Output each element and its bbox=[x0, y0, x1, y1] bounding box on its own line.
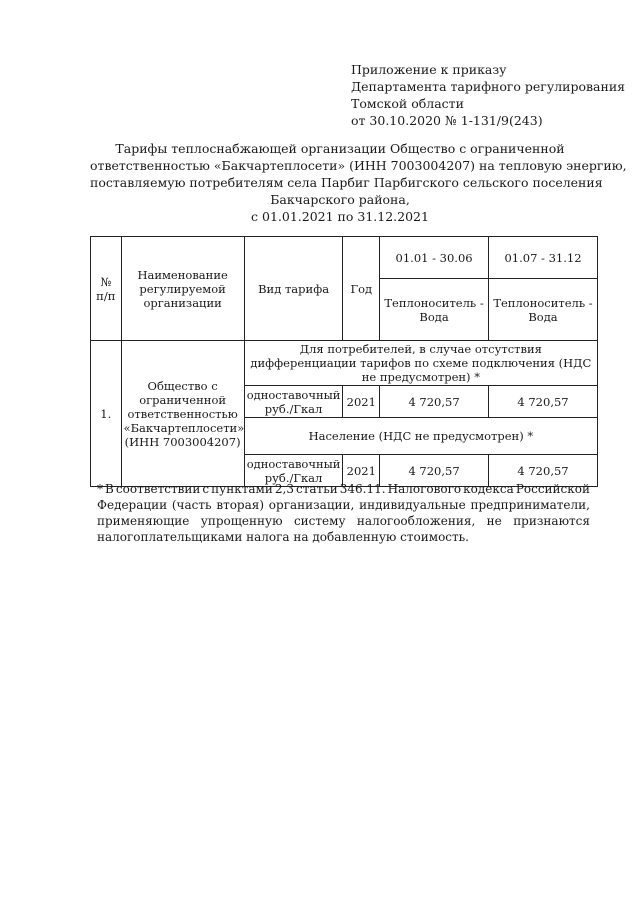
footnote-word: соответствии bbox=[115, 482, 201, 496]
footnote-word: предприниматели, bbox=[470, 498, 590, 512]
footnote-word: 346.11. bbox=[339, 482, 386, 496]
footnote-word: (часть bbox=[171, 498, 212, 512]
footnote-word: применяющие bbox=[97, 514, 190, 528]
footnote-word: упрощенную bbox=[200, 514, 283, 528]
footnote-word: кодекса bbox=[463, 482, 514, 496]
footnote-word: Федерации bbox=[97, 498, 168, 512]
footnote-line: налогоплательщиками налога на добавленную стоимость. bbox=[97, 530, 469, 544]
footnote-word: Российской bbox=[515, 482, 590, 496]
row-org: Общество с ограниченной ответственностью «Бакчартеплосети» (ИНН 7003004207) bbox=[121, 341, 244, 487]
header-org: Наименование регулируемой организации bbox=[121, 237, 244, 341]
footnote-line bbox=[97, 497, 590, 513]
tariff-value: 4 720,57 bbox=[489, 455, 598, 487]
appendix-block bbox=[351, 61, 626, 129]
tariff-value: 4 720,57 bbox=[489, 386, 598, 418]
header-period-1: 01.01 - 30.06 bbox=[380, 237, 489, 279]
tariff-type: одноставочный руб./Гкал bbox=[244, 386, 343, 418]
header-period-2: 01.07 - 31.12 bbox=[489, 237, 598, 279]
footnote-word: статьи bbox=[296, 482, 338, 496]
footnote-word: не bbox=[486, 514, 502, 528]
footnote-word: организации, bbox=[268, 498, 355, 512]
footnote-word: * bbox=[97, 482, 103, 496]
tariff-value: 4 720,57 bbox=[380, 386, 489, 418]
header-tariff: Вид тарифа bbox=[244, 237, 343, 341]
footnote-word: В bbox=[105, 482, 114, 496]
footnote bbox=[97, 481, 590, 545]
header-row bbox=[91, 237, 598, 279]
header-year: Год bbox=[343, 237, 380, 341]
header-num: № п/п bbox=[91, 237, 122, 341]
footnote-word: налогообложения, bbox=[356, 514, 476, 528]
title-line: Бакчарского района, bbox=[270, 192, 410, 207]
footnote-word: 2,3 bbox=[274, 482, 294, 496]
title-line: поставляемую потребителям села Парбиг Парбигского сельского поселения bbox=[90, 175, 603, 190]
section-header: Для потребителей, в случае отсутствия дифференциации тарифов по схеме подключения (НДС не предусмотрен) * bbox=[244, 341, 597, 386]
footnote-line bbox=[97, 513, 590, 529]
appendix-line: Приложение к приказу bbox=[351, 62, 507, 77]
title-line: Тарифы теплоснабжающей организации Общество с ограниченной bbox=[115, 141, 565, 156]
footnote-word: систему bbox=[293, 514, 346, 528]
tariff-year: 2021 bbox=[343, 386, 380, 418]
tariff-year: 2021 bbox=[343, 455, 380, 487]
footnote-word: вторая) bbox=[216, 498, 265, 512]
tariff-table bbox=[90, 236, 598, 487]
tariff-type: одноставочный руб./Гкал bbox=[244, 455, 343, 487]
appendix-line: Департамента тарифного регулирования bbox=[351, 79, 626, 94]
header-carrier-1: Теплоноситель - Вода bbox=[380, 279, 489, 341]
title-line: с 01.01.2021 по 31.12.2021 bbox=[251, 209, 429, 224]
appendix-line: Томской области bbox=[351, 96, 464, 111]
appendix-line: от 30.10.2020 № 1-131/9(243) bbox=[351, 113, 543, 128]
footnote-word: Налогового bbox=[387, 482, 462, 496]
footnote-line bbox=[97, 481, 590, 497]
title-line: ответственностью «Бакчартеплосети» (ИНН 7003004207) на тепловую энергию, bbox=[90, 158, 627, 173]
row-num: 1. bbox=[91, 341, 122, 487]
footnote-word: пунктами bbox=[211, 482, 273, 496]
section-header: Население (НДС не предусмотрен) * bbox=[244, 418, 597, 455]
footnote-word: признаются bbox=[513, 514, 590, 528]
header-carrier-2: Теплоноситель - Вода bbox=[489, 279, 598, 341]
table-row bbox=[91, 341, 598, 386]
footnote-word: с bbox=[202, 482, 210, 496]
footnote-word: индивидуальные bbox=[359, 498, 466, 512]
document-title bbox=[90, 140, 627, 225]
tariff-value: 4 720,57 bbox=[380, 455, 489, 487]
